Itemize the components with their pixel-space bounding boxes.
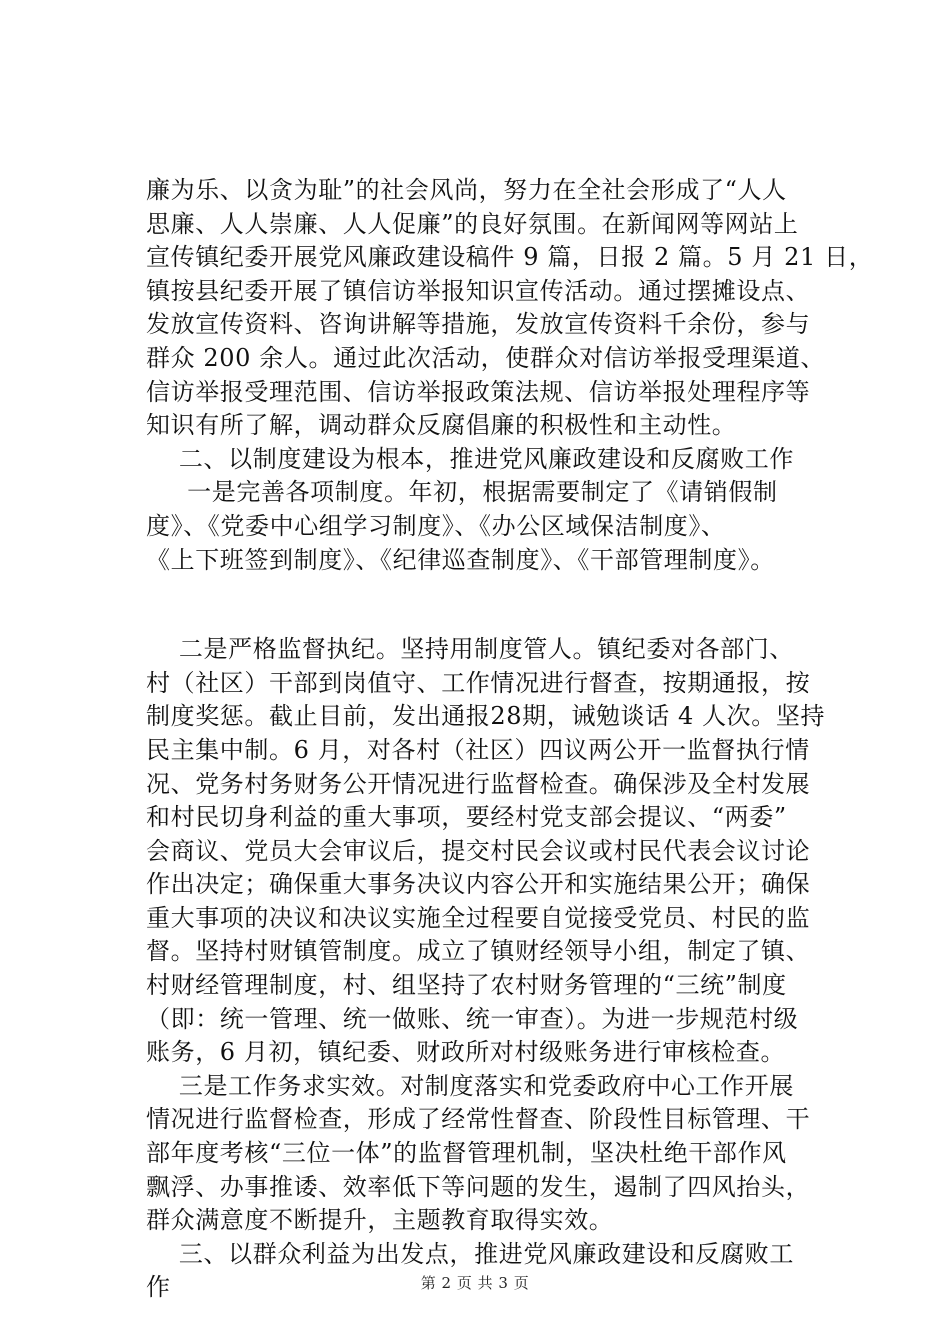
text-line: 度》、《党委中心组学习制度》、《办公区域保洁制度》、: [146, 511, 726, 540]
text-line: 廉为乐、以贪为耻”的社会风尚，努力在全社会形成了“人人: [146, 176, 787, 204]
text-line: 二是严格监督执纪。坚持用制度管人。镇纪委对各部门、: [146, 635, 794, 664]
text-line: 重大事项的决议和决议实施全过程要自觉接受党员、村民的监: [146, 903, 811, 932]
text-line: 群众 200 余人。通过此次活动，使群众对信访举报受理渠道、: [146, 343, 826, 372]
text-line: 账务，6 月初，镇纪委、财政所对村级账务进行审核检查。: [146, 1038, 786, 1067]
text-line: 信访举报受理范围、信访举报政策法规、信访举报处理程序等: [146, 377, 811, 406]
text-line: 会商议、党员大会审议后，提交村民会议或村民代表会议讨论: [146, 836, 811, 865]
text-line: 督。坚持村财镇管制度。成立了镇财经领导小组，制定了镇、: [146, 937, 811, 966]
text-line: 《上下班签到制度》、《纪律巡查制度》、《干部管理制度》。: [146, 545, 775, 574]
text-line: （即：统一管理、统一做账、统一审查）。为进一步规范村级: [146, 1004, 799, 1033]
section-heading: 三、以群众利益为出发点，推进党风廉政建设和反腐败工: [146, 1239, 794, 1268]
text-line: 知识有所了解，调动群众反腐倡廉的积极性和主动性。: [146, 411, 737, 440]
text-line: 况、党务村务财务公开情况进行监督检查。确保涉及全村发展: [146, 769, 811, 798]
text-line: 部年度考核“三位一体”的监督管理机制，坚决杜绝干部作风: [146, 1139, 787, 1168]
text-line: 和村民切身利益的重大事项，要经村党支部会提议、“两委”: [146, 803, 787, 832]
text-line: 发放宣传资料、咨询讲解等措施，发放宣传资料千余份，参与: [146, 310, 811, 339]
text-line: 村财经管理制度，村、组坚持了农村财务管理的“三统”制度: [146, 971, 787, 1000]
paragraph-block-2: [146, 633, 836, 1305]
text-line: 制度奖惩。截止目前，发出通报28期，诫勉谈话 4 人次。坚持: [146, 702, 826, 731]
text-line: 一是完善各项制度。年初，根据需要制定了《请销假制: [146, 478, 778, 507]
text-line: 宣传镇纪委开展党风廉政建设稿件 9 篇，日报 2 篇。5 月 21 日，: [146, 243, 874, 272]
page-number-footer: 第 2 页 共 3 页: [420, 1274, 530, 1292]
paragraph-gap: [146, 577, 836, 633]
paragraph-block-1: [146, 174, 874, 577]
text-line: 思廉、人人崇廉、人人促廉”的良好氛围。在新闻网等网站上: [146, 209, 799, 238]
section-heading: 二、以制度建设为根本，推进党风廉政建设和反腐败工作: [146, 444, 794, 473]
text-line: 三是工作务求实效。对制度落实和党委政府中心工作开展: [146, 1071, 794, 1100]
text-line: 群众满意度不断提升，主题教育取得实效。: [146, 1206, 614, 1235]
text-line: 镇按县纪委开展了镇信访举报知识宣传活动。通过摆摊设点、: [146, 276, 811, 305]
text-line: 作: [146, 1273, 171, 1302]
text-line: 村（社区）干部到岗值守、工作情况进行督查，按期通报，按: [146, 668, 811, 697]
text-line: 民主集中制。6 月，对各村（社区）四议两公开一监督执行情: [146, 735, 810, 764]
text-line: 飘浮、办事推诿、效率低下等问题的发生，遏制了四风抬头，: [146, 1172, 811, 1201]
text-line: 作出决定；确保重大事务决议内容公开和实施结果公开；确保: [146, 870, 811, 899]
document-body: [146, 174, 874, 1305]
text-line: 情况进行监督检查，形成了经常性督查、阶段性目标管理、干: [146, 1105, 811, 1134]
